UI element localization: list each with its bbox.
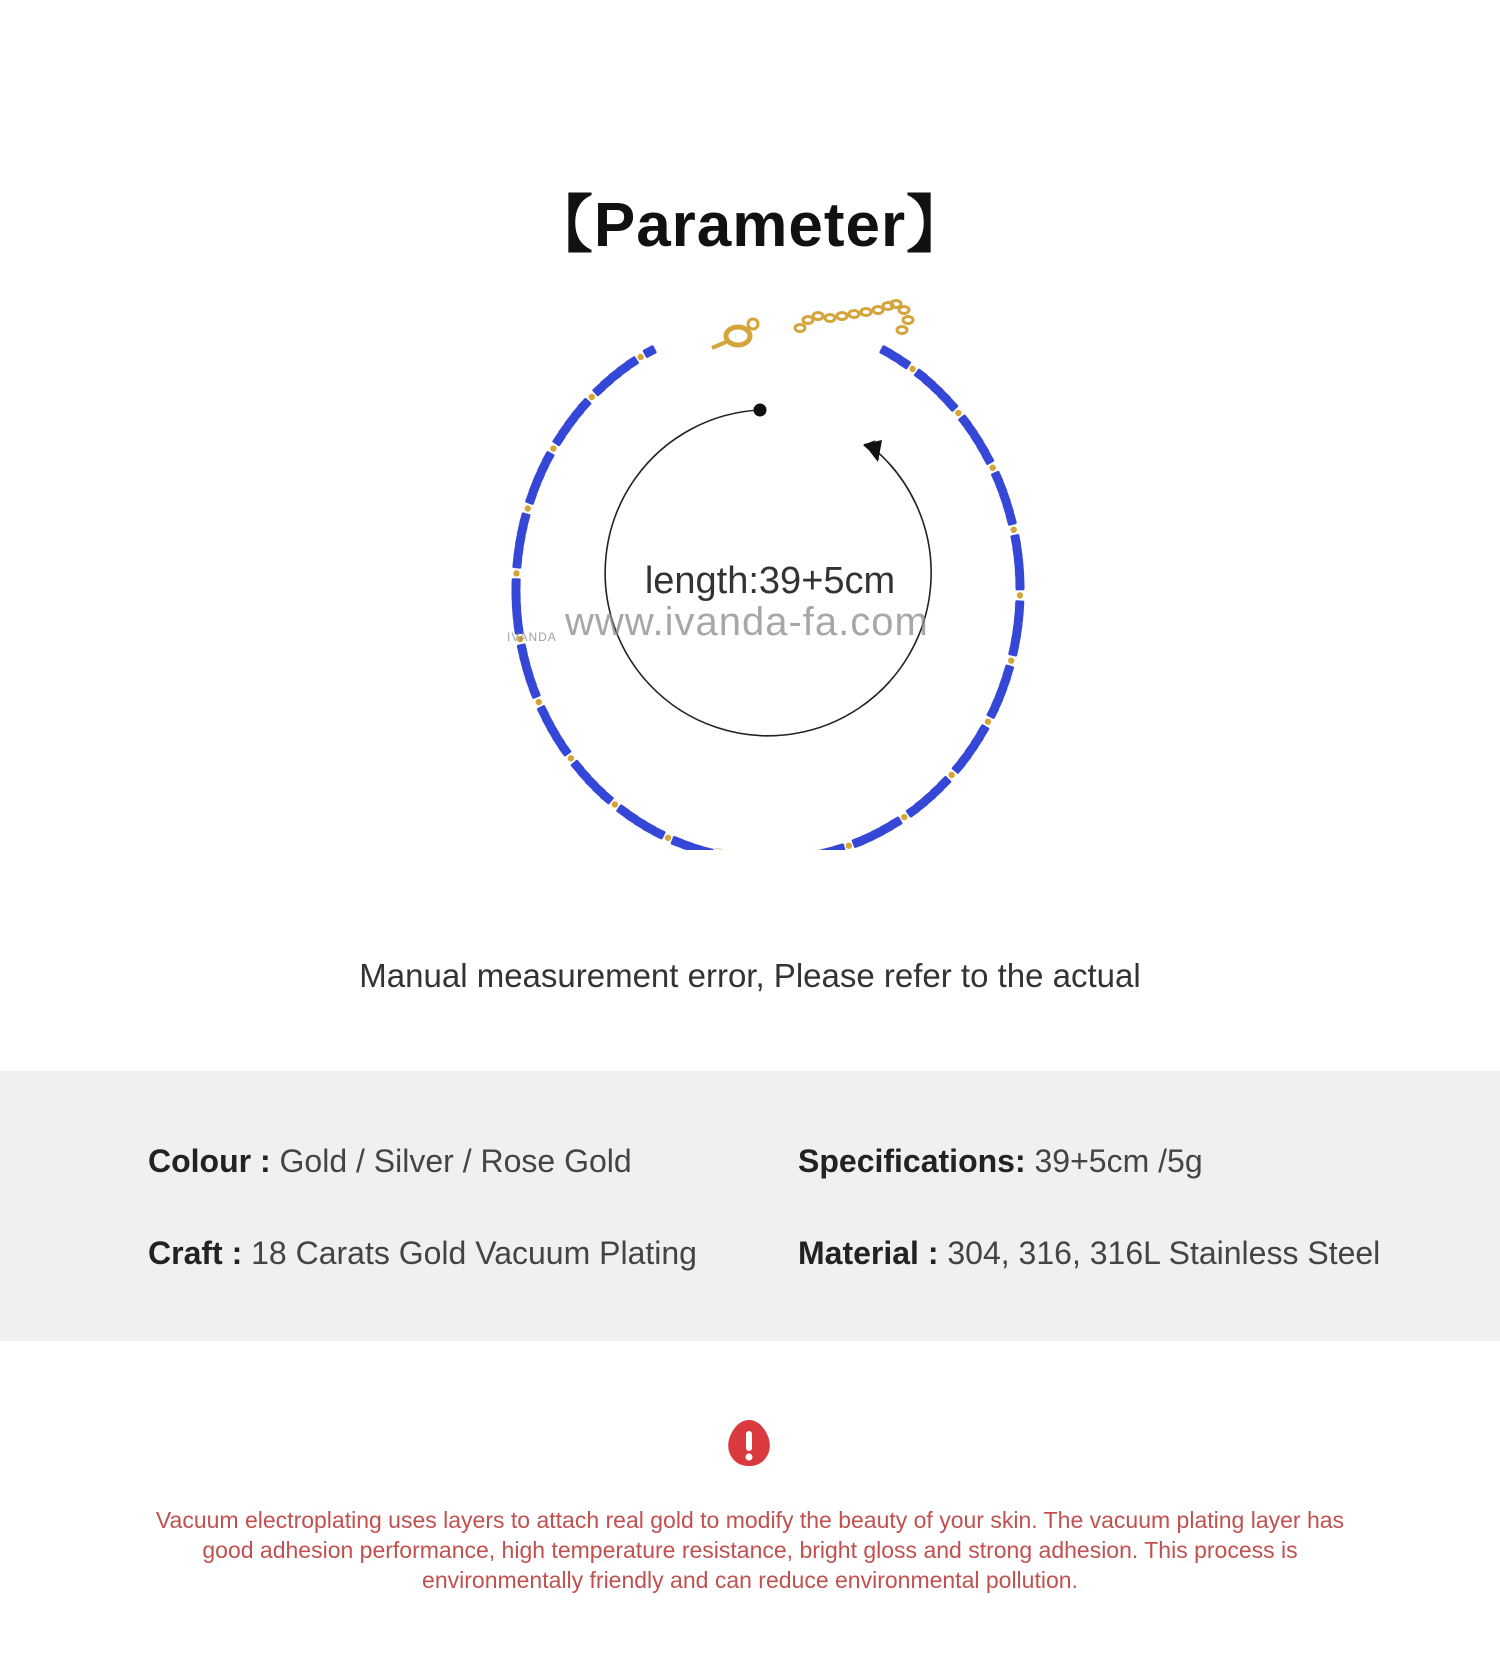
gold-spacer-bead — [568, 755, 574, 761]
blue-seed-bead — [511, 589, 520, 601]
spec-specifications-key: Specifications: — [798, 1143, 1026, 1179]
gold-spacer-bead — [985, 719, 991, 725]
gold-spacer-bead — [525, 505, 531, 511]
page-title: 【Parameter】 — [530, 191, 970, 260]
spec-specifications — [798, 1143, 1203, 1180]
measurement-start-dot — [754, 404, 767, 417]
blue-seed-bead — [1008, 643, 1019, 657]
gold-spacer-bead — [846, 843, 852, 849]
chain-link — [897, 327, 907, 334]
plating-disclaimer: Vacuum electroplating uses layers to attach real gold to modify the beauty of your skin. The vacuum plating layer has good adhesion performance, high temperature resistance, bright gloss and strong adhesion. This process is environmentally friendly and can reduce environmental pollution. — [155, 1507, 1345, 1593]
gold-spacer-bead — [638, 354, 644, 360]
blue-seed-bead — [512, 556, 522, 569]
chain-link — [903, 317, 913, 324]
gold-spacer-bead — [909, 366, 915, 372]
blue-seed-bead — [517, 643, 528, 657]
spec-material — [798, 1235, 1380, 1272]
spec-colour-key: Colour : — [148, 1143, 271, 1179]
blue-seed-bead — [642, 345, 657, 359]
gold-spacer-bead — [550, 445, 556, 451]
chain-link — [899, 307, 909, 314]
gold-spacer-bead — [589, 394, 595, 400]
blue-seed-bead — [512, 600, 522, 613]
blue-seed-bead — [1014, 556, 1024, 569]
chain-link — [873, 307, 883, 314]
gold-spacer-bead — [1010, 527, 1016, 533]
gold-spacer-bead — [665, 835, 671, 841]
spec-colour — [148, 1143, 632, 1180]
gold-spacer-bead — [513, 570, 519, 576]
blue-seed-bead — [511, 578, 520, 590]
measurement-note: Manual measurement error, Please refer to the actual — [359, 957, 1141, 994]
blue-seed-bead — [1014, 611, 1024, 624]
blue-seed-bead — [1015, 600, 1025, 613]
watermark-brand: IVANDA — [507, 630, 557, 644]
blue-seed-bead — [1012, 545, 1023, 558]
warning-icon — [725, 1418, 773, 1468]
spec-material-value: 304, 316, 316L Stainless Steel — [947, 1235, 1381, 1271]
gold-spacer-bead — [948, 772, 954, 778]
blue-seed-bead — [512, 611, 522, 624]
chain-link — [849, 311, 859, 318]
blue-seed-bead — [1005, 512, 1017, 526]
gold-spacer-bead — [1017, 592, 1023, 598]
gold-spacer-bead — [612, 801, 618, 807]
gold-spacer-bead — [901, 814, 907, 820]
chain-link — [803, 317, 813, 324]
extender-chain-icon — [795, 301, 913, 334]
blue-seed-bead — [1015, 578, 1024, 590]
gold-spacer-bead — [1008, 657, 1014, 663]
gold-spacer-bead — [955, 410, 961, 416]
gold-spacer-bead — [989, 465, 995, 471]
product-image — [0, 270, 1500, 850]
blue-seed-bead — [519, 512, 531, 526]
spec-panel — [0, 1071, 1500, 1341]
spec-material-key: Material : — [798, 1235, 939, 1271]
spec-craft-key: Craft : — [148, 1235, 243, 1271]
chain-link — [837, 313, 847, 320]
spec-craft-value: 18 Carats Gold Vacuum Plating — [251, 1235, 697, 1271]
lobster-clasp-icon — [712, 319, 758, 348]
chain-link — [861, 309, 871, 316]
spec-craft — [148, 1235, 697, 1272]
length-label: length:39+5cm — [644, 560, 896, 602]
blue-seed-bead — [1015, 567, 1025, 580]
watermark-url: www.ivanda-fa.com — [565, 600, 929, 644]
spec-specifications-value: 39+5cm /5g — [1034, 1143, 1203, 1179]
chain-link — [795, 325, 805, 332]
spec-colour-value: Gold / Silver / Rose Gold — [279, 1143, 632, 1179]
chain-link — [813, 313, 823, 320]
chain-link — [825, 315, 835, 322]
gold-spacer-bead — [536, 699, 542, 705]
